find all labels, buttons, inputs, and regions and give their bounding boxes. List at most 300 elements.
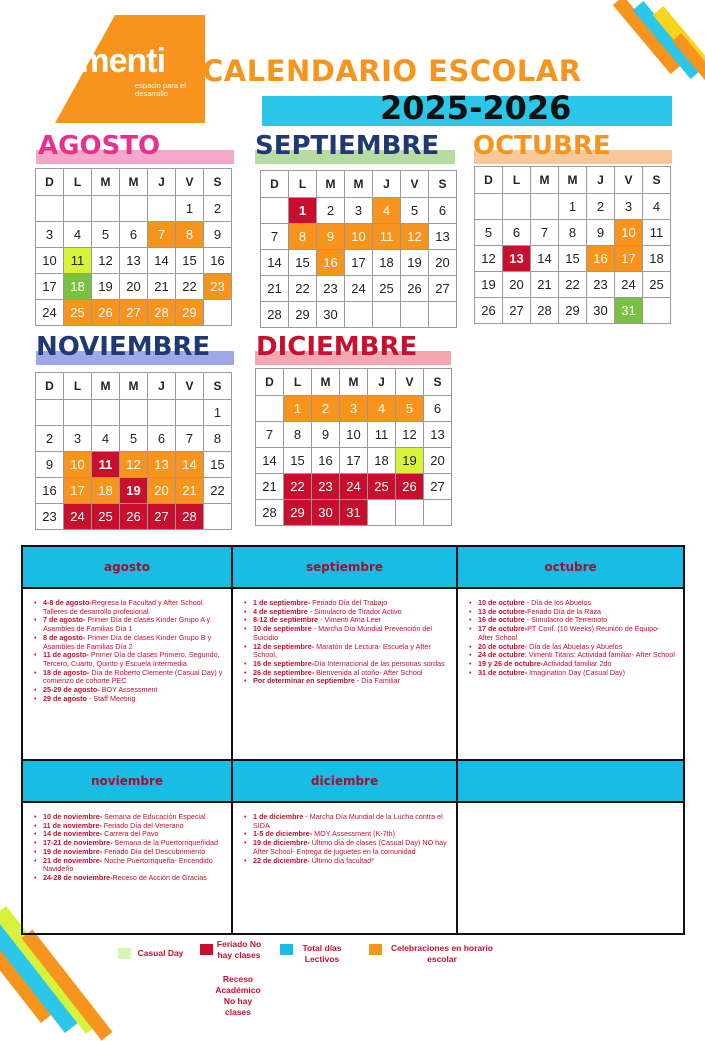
month-title-noviembre: NOVIEMBRE [36, 332, 211, 362]
day-cell: 17 [345, 250, 373, 276]
event-item [253, 643, 448, 660]
day-header: M [120, 169, 148, 196]
day-cell: 22 [289, 276, 317, 302]
day-cell: 28 [148, 300, 176, 326]
day-cell: 3 [345, 198, 373, 224]
event-date: 17-21 de noviembre- [43, 838, 113, 848]
day-cell: 26 [120, 504, 148, 530]
calendar-noviembre [35, 372, 232, 530]
calendar-septiembre [260, 170, 457, 328]
day-cell: 20 [120, 274, 148, 300]
day-cell: 22 [176, 274, 204, 300]
day-header: V [176, 373, 204, 400]
day-cell: 6 [148, 426, 176, 452]
day-cell: 19 [92, 274, 120, 300]
event-item [43, 599, 223, 616]
calendar-agosto [35, 168, 232, 326]
day-cell [429, 302, 457, 328]
day-cell: 21 [148, 274, 176, 300]
event-date: 21 de noviembre- [43, 855, 103, 865]
day-cell: 15 [176, 248, 204, 274]
day-header: D [475, 167, 503, 194]
day-cell: 13 [148, 452, 176, 478]
event-date: 18 de agosto- [43, 667, 90, 677]
day-cell: 2 [36, 426, 64, 452]
calendar-octubre [474, 166, 671, 324]
event-text: Carrera del Pavo [102, 829, 159, 839]
day-cell: 6 [429, 198, 457, 224]
day-cell: 29 [289, 302, 317, 328]
event-date: Por determinar en septiembre [253, 676, 355, 686]
day-cell: 9 [312, 422, 340, 448]
event-date: 20 de octubre [478, 641, 525, 651]
day-cell: 7 [531, 220, 559, 246]
event-date: 16 de septiembre- [253, 658, 315, 668]
event-text: Día de Roberto Clemente (Casual Day) y comienzo de cohorte PEC [43, 667, 223, 686]
events-list-septiembre [241, 599, 448, 686]
event-date: 10 de octubre [478, 598, 525, 607]
day-cell: 12 [396, 422, 424, 448]
event-date: 8-12 de septiembre [253, 615, 319, 625]
day-cell: 15 [289, 250, 317, 276]
event-item [43, 651, 223, 668]
event-text: Imagination Day (Casual Day) [527, 667, 626, 677]
day-cell: 29 [176, 300, 204, 326]
event-text: Maratón de Lectura- Escuela y After School, [253, 641, 431, 660]
day-cell: 9 [587, 220, 615, 246]
calendar-diciembre [255, 368, 452, 526]
event-date: 24 de octubre [478, 650, 525, 660]
events-list-noviembre [31, 813, 223, 883]
day-cell: 30 [317, 302, 345, 328]
day-header: V [176, 169, 204, 196]
day-cell: 1 [289, 198, 317, 224]
day-cell: 20 [424, 448, 452, 474]
day-cell: 23 [204, 274, 232, 300]
day-cell: 6 [503, 220, 531, 246]
event-text: - Día de los Abuelos [524, 598, 592, 607]
event-date: 1 de septiembre- [253, 598, 311, 607]
day-cell: 14 [531, 246, 559, 272]
event-date: 4-8 de agosto- [43, 598, 92, 607]
day-cell [261, 198, 289, 224]
day-cell: 11 [368, 422, 396, 448]
day-header: M [317, 171, 345, 198]
day-cell: 5 [475, 220, 503, 246]
day-cell: 1 [559, 194, 587, 220]
day-cell: 24 [64, 504, 92, 530]
day-header: S [429, 171, 457, 198]
day-cell: 27 [424, 474, 452, 500]
events-header-diciembre: diciembre [232, 760, 457, 802]
legend-swatch-lectivos [280, 944, 293, 955]
day-cell [148, 400, 176, 426]
day-cell: 19 [475, 272, 503, 298]
event-date: 1 de diciembre [253, 812, 304, 821]
day-cell: 25 [643, 272, 671, 298]
event-text: Último día de clases (Casual Day) NO hay After School- Entrega de juguetes en la comunidad [253, 838, 447, 856]
day-cell: 8 [559, 220, 587, 246]
day-cell [92, 400, 120, 426]
event-item [43, 857, 223, 874]
day-cell: 13 [424, 422, 452, 448]
events-table [21, 545, 685, 935]
day-cell: 13 [503, 246, 531, 272]
event-text: Actividad familiar 2do [543, 658, 612, 668]
event-text: - Día Familiar [354, 676, 400, 686]
day-cell: 28 [531, 298, 559, 324]
day-header: V [396, 369, 424, 396]
day-cell: 4 [92, 426, 120, 452]
event-text: - Día de las Abuelas y Abuelos [524, 641, 623, 651]
day-cell: 21 [256, 474, 284, 500]
day-cell: 18 [373, 250, 401, 276]
events-header-octubre: octubre [457, 546, 684, 588]
day-header: V [401, 171, 429, 198]
day-header: L [503, 167, 531, 194]
day-cell: 30 [587, 298, 615, 324]
event-date: 11 de noviembre- [43, 820, 102, 830]
day-cell: 20 [503, 272, 531, 298]
event-text: Día Internacional de las personas sordas [314, 658, 445, 668]
day-cell: 25 [92, 504, 120, 530]
events-header-septiembre: septiembre [232, 546, 457, 588]
day-cell [36, 400, 64, 426]
day-cell: 5 [401, 198, 429, 224]
events-cell-agosto [22, 588, 232, 760]
day-header: D [256, 369, 284, 396]
logo-tagline: espacio para el desarrollo [135, 81, 186, 98]
day-cell: 24 [615, 272, 643, 298]
event-date: 26 de septiembre- [253, 667, 315, 677]
events-cell-blank [457, 802, 684, 934]
day-cell: 14 [256, 448, 284, 474]
event-item [253, 839, 448, 856]
day-cell [120, 400, 148, 426]
day-header: M [92, 373, 120, 400]
day-header: M [340, 369, 368, 396]
event-date: 25-29 de agosto- [43, 685, 100, 695]
day-cell: 17 [615, 246, 643, 272]
events-cell-octubre [457, 588, 684, 760]
day-header: V [615, 167, 643, 194]
day-cell: 4 [643, 194, 671, 220]
day-header: S [643, 167, 671, 194]
day-cell [148, 196, 176, 222]
day-cell: 9 [317, 224, 345, 250]
day-cell: 12 [475, 246, 503, 272]
event-text: Bienvenida al otoño- After School [314, 667, 423, 677]
day-cell: 7 [148, 222, 176, 248]
day-header: J [148, 169, 176, 196]
event-item [478, 625, 675, 642]
day-cell: 11 [64, 248, 92, 274]
event-date: 14 de noviembre- [43, 829, 103, 839]
day-cell: 27 [503, 298, 531, 324]
day-cell [373, 302, 401, 328]
event-item [253, 813, 448, 830]
legend-label-feriado: Feriado No hay clases [216, 939, 262, 960]
event-text: Primer Día de clases Kinder Grupo B y Asambles de Familias Día 2 [43, 632, 212, 651]
day-cell: 13 [120, 248, 148, 274]
day-header: S [204, 169, 232, 196]
school-year: 2025-2026 [380, 89, 572, 127]
event-text: Primer Día de clases Kinder Grupo A y Asambles de Familias Día 1 [43, 615, 211, 634]
event-date: 16 de octubre [478, 615, 525, 625]
day-header: M [559, 167, 587, 194]
event-text: Noche Puertorriqueña- Encendido Navideño [43, 855, 213, 874]
day-cell: 20 [148, 478, 176, 504]
day-cell: 26 [401, 276, 429, 302]
event-text: Feriado Día del Veterano [101, 820, 184, 830]
day-cell: 12 [120, 452, 148, 478]
day-cell [531, 194, 559, 220]
day-cell: 18 [643, 246, 671, 272]
day-cell: 7 [261, 224, 289, 250]
event-item [478, 669, 675, 678]
day-cell: 25 [368, 474, 396, 500]
event-item [253, 677, 448, 686]
day-cell: 10 [340, 422, 368, 448]
day-cell: 24 [36, 300, 64, 326]
day-cell: 11 [373, 224, 401, 250]
day-cell: 5 [92, 222, 120, 248]
event-text: Regresa la Facultad y After School. Talleres de desarrollo profesional. [43, 598, 205, 616]
event-text: - Staff Meeting [86, 693, 136, 703]
day-cell: 21 [531, 272, 559, 298]
day-cell: 29 [559, 298, 587, 324]
events-list-diciembre [241, 813, 448, 865]
day-cell: 3 [615, 194, 643, 220]
day-cell: 16 [312, 448, 340, 474]
legend-label-casual: Casual Day [137, 948, 184, 958]
day-header: M [312, 369, 340, 396]
day-cell: 1 [176, 196, 204, 222]
day-cell: 1 [204, 400, 232, 426]
day-cell: 21 [176, 478, 204, 504]
legend-label-lectivos: Total días Lectivos [302, 943, 342, 964]
day-cell [424, 500, 452, 526]
day-cell [120, 196, 148, 222]
event-item [43, 695, 223, 704]
events-cell-septiembre [232, 588, 457, 760]
event-text: Semana de Educación Especial [102, 812, 206, 821]
event-text: : Vimenti Titans: Actividad familiar- After School [524, 650, 675, 660]
day-cell: 23 [312, 474, 340, 500]
event-text: PT Conf. (10 Weeks) Reunión de Equipo- After School [478, 624, 660, 642]
event-date: 12 de septiembre- [253, 641, 315, 651]
event-text: - Vimenti Ama Leer [318, 615, 382, 625]
day-cell: 4 [368, 396, 396, 422]
day-cell: 1 [284, 396, 312, 422]
day-cell: 10 [615, 220, 643, 246]
day-cell: 16 [587, 246, 615, 272]
event-text: - Marcha Día Mundial Prevención del Suicidio [253, 624, 432, 642]
day-cell [92, 196, 120, 222]
day-cell: 27 [120, 300, 148, 326]
day-cell [256, 396, 284, 422]
event-text: - Simulacro de Terremoto [524, 615, 608, 625]
day-cell [36, 196, 64, 222]
day-cell: 23 [317, 276, 345, 302]
day-cell [204, 504, 232, 530]
day-cell: 11 [643, 220, 671, 246]
day-cell [64, 196, 92, 222]
events-list-agosto [31, 599, 223, 703]
day-cell: 28 [256, 500, 284, 526]
logo-word: vimenti [53, 42, 166, 80]
day-cell: 14 [148, 248, 176, 274]
day-cell: 10 [36, 248, 64, 274]
day-header: S [424, 369, 452, 396]
day-cell [204, 300, 232, 326]
event-date: 11 de agosto- [43, 650, 89, 660]
day-cell: 2 [587, 194, 615, 220]
day-cell: 9 [36, 452, 64, 478]
event-date: 19 de diciembre- [253, 838, 310, 848]
day-cell: 16 [317, 250, 345, 276]
event-date: 31 de octubre- [478, 667, 528, 677]
page-title: CALENDARIO ESCOLAR [202, 54, 582, 88]
day-header: J [373, 171, 401, 198]
event-text: - Simulacro de Tirador Activo [307, 606, 402, 616]
day-cell: 23 [587, 272, 615, 298]
day-cell: 17 [340, 448, 368, 474]
event-text: Feriado Día del Descubrimiento [102, 846, 206, 856]
day-cell: 11 [92, 452, 120, 478]
day-header: L [64, 373, 92, 400]
day-cell: 26 [396, 474, 424, 500]
day-cell: 15 [284, 448, 312, 474]
events-cell-diciembre [232, 802, 457, 934]
day-cell: 25 [64, 300, 92, 326]
event-date: 24-28 de noviembre- [43, 872, 113, 882]
day-cell: 17 [36, 274, 64, 300]
month-title-septiembre: SEPTIEMBRE [255, 131, 440, 161]
event-date: 13 de octubre- [478, 606, 528, 616]
event-item [43, 616, 223, 633]
day-cell: 8 [284, 422, 312, 448]
events-list-octubre [466, 599, 675, 677]
day-cell: 5 [120, 426, 148, 452]
event-text: MOY Assessment (K-7th) [312, 829, 396, 839]
event-date: 10 de noviembre- [43, 812, 103, 821]
day-cell: 22 [559, 272, 587, 298]
day-cell: 2 [204, 196, 232, 222]
day-cell: 16 [36, 478, 64, 504]
day-cell: 15 [204, 452, 232, 478]
events-header-empty [457, 760, 684, 802]
day-cell: 7 [256, 422, 284, 448]
day-header: D [36, 373, 64, 400]
event-date: 8 de agosto- [43, 632, 86, 642]
day-header: M [345, 171, 373, 198]
day-cell: 4 [373, 198, 401, 224]
day-header: D [36, 169, 64, 196]
day-cell: 5 [396, 396, 424, 422]
day-cell: 28 [176, 504, 204, 530]
day-header: S [204, 373, 232, 400]
event-item [43, 634, 223, 651]
event-text: Semana de la Puertorriqueñidad [112, 838, 219, 848]
day-cell: 18 [368, 448, 396, 474]
day-cell: 31 [615, 298, 643, 324]
events-cell-noviembre [22, 802, 232, 934]
day-cell: 14 [176, 452, 204, 478]
day-cell: 27 [148, 504, 176, 530]
day-cell: 2 [312, 396, 340, 422]
day-cell [176, 400, 204, 426]
day-cell: 26 [92, 300, 120, 326]
day-cell: 22 [284, 474, 312, 500]
event-text: Último día facultad* [309, 855, 375, 865]
day-header: J [368, 369, 396, 396]
day-cell [345, 302, 373, 328]
day-cell: 24 [340, 474, 368, 500]
event-item [253, 857, 448, 866]
event-text: - Marcha Día Mundial de la Lucha contra el SIDA [253, 812, 443, 830]
event-text: Feriado Día de la Raza [527, 606, 602, 616]
day-cell: 19 [396, 448, 424, 474]
day-header: L [289, 171, 317, 198]
event-date: 22 de diciembre- [253, 855, 310, 865]
day-cell: 19 [401, 250, 429, 276]
events-header-agosto: agosto [22, 546, 232, 588]
day-cell: 20 [429, 250, 457, 276]
event-text: Feriado Día del Trabajo [310, 598, 388, 607]
event-text: Receso de Acción de Gracias [112, 872, 207, 882]
day-cell: 4 [64, 222, 92, 248]
day-cell: 25 [373, 276, 401, 302]
day-cell [368, 500, 396, 526]
day-cell: 3 [36, 222, 64, 248]
event-date: 19 y 26 de octubre- [478, 658, 544, 668]
day-cell: 17 [64, 478, 92, 504]
event-date: 1-5 de diciembre- [253, 829, 313, 839]
day-cell: 2 [317, 198, 345, 224]
legend-swatch-casual [118, 948, 131, 959]
day-header: M [92, 169, 120, 196]
event-date: 17 de octubre- [478, 624, 528, 634]
events-header-noviembre: noviembre [22, 760, 232, 802]
legend-label-receso: Receso Académico No hay clases [215, 974, 261, 1017]
day-cell [396, 500, 424, 526]
event-item [253, 625, 448, 642]
day-header: J [587, 167, 615, 194]
day-header: D [261, 171, 289, 198]
day-header: M [120, 373, 148, 400]
day-cell: 6 [424, 396, 452, 422]
day-cell: 9 [204, 222, 232, 248]
day-cell: 16 [204, 248, 232, 274]
day-cell: 8 [176, 222, 204, 248]
event-date: 4 de septiembre [253, 606, 308, 616]
month-title-agosto: AGOSTO [38, 131, 161, 161]
day-cell [503, 194, 531, 220]
day-cell: 19 [120, 478, 148, 504]
day-cell: 13 [429, 224, 457, 250]
day-cell: 3 [64, 426, 92, 452]
event-date: 10 de septiembre [253, 624, 312, 634]
day-header: J [148, 373, 176, 400]
event-item [43, 669, 223, 686]
event-text: BOY Assessment [99, 685, 158, 695]
day-cell: 8 [289, 224, 317, 250]
day-cell: 15 [559, 246, 587, 272]
day-cell: 8 [204, 426, 232, 452]
day-cell: 7 [176, 426, 204, 452]
day-cell: 26 [475, 298, 503, 324]
